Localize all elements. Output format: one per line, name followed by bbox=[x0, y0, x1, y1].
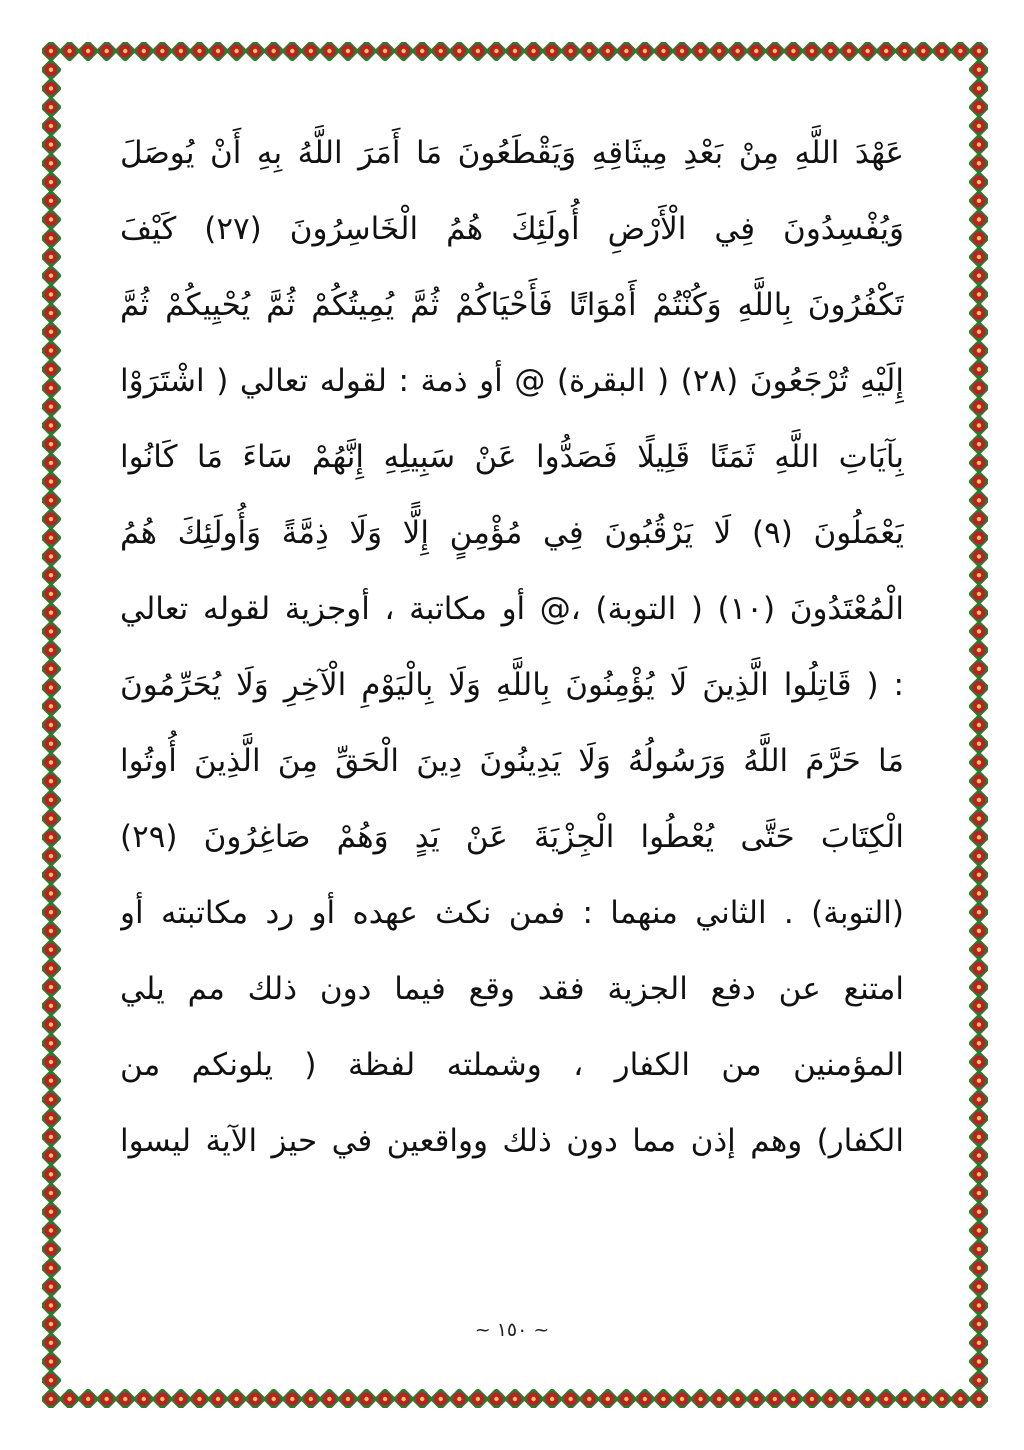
border-flower bbox=[42, 863, 62, 886]
border-flower bbox=[522, 42, 545, 62]
border-flower bbox=[726, 42, 749, 62]
border-flower bbox=[968, 863, 988, 886]
border-flower bbox=[801, 42, 824, 62]
border-flower bbox=[875, 1388, 898, 1408]
border-flower bbox=[968, 1182, 988, 1205]
border-flower bbox=[95, 1388, 118, 1408]
border-flower bbox=[968, 695, 988, 718]
border-flower bbox=[968, 96, 988, 119]
border-flower bbox=[337, 1388, 360, 1408]
text-line: الْمُعْتَدُونَ (١٠) ( التوبة) ،@ أو مكاتبة ، أوجزية لقوله تعالي bbox=[120, 591, 904, 627]
border-flower bbox=[634, 42, 657, 62]
border-flower bbox=[968, 377, 988, 400]
border-flower bbox=[281, 1388, 304, 1408]
border-flower bbox=[42, 658, 62, 681]
border-flower bbox=[968, 545, 988, 568]
border-flower bbox=[188, 42, 211, 62]
border-flower bbox=[968, 601, 988, 624]
border-flower bbox=[225, 42, 248, 62]
border-flower bbox=[838, 1388, 861, 1408]
border-flower bbox=[42, 732, 62, 755]
border-flower bbox=[968, 714, 988, 737]
border-flower bbox=[819, 1388, 842, 1408]
border-flower bbox=[541, 42, 564, 62]
border-flower bbox=[42, 395, 62, 418]
border-flower bbox=[42, 433, 62, 456]
border-flower bbox=[671, 42, 694, 62]
border-flower bbox=[42, 1332, 62, 1355]
border-flower bbox=[374, 42, 397, 62]
border-flower bbox=[968, 920, 988, 943]
text-line: : ( قَاتِلُوا الَّذِينَ لَا يُؤْمِنُونَ بِاللَّهِ وَلَا بِالْيَوْمِ الْآخِرِ وَلَا يُحَرِّمُونَ bbox=[120, 667, 904, 703]
border-flower bbox=[596, 1388, 619, 1408]
border-flower bbox=[244, 42, 267, 62]
border-flower bbox=[467, 1388, 490, 1408]
text-line: الْكِتَابَ حَتَّى يُعْطُوا الْجِزْيَةَ عَنْ يَدٍ وَهُمْ صَاغِرُونَ (٢٩) bbox=[120, 819, 904, 855]
border-flower bbox=[968, 1313, 988, 1336]
border-flower bbox=[42, 714, 62, 737]
border-flower bbox=[968, 452, 988, 475]
border-flower bbox=[968, 77, 988, 100]
text-line: تَكْفُرُونَ بِاللَّهِ وَكُنْتُمْ أَمْوَاتًا فَأَحْيَاكُمْ ثُمَّ يُمِيتُكُمْ ثُمَّ يُحْيِيكُمْ ثُمَّ bbox=[120, 287, 904, 323]
border-flower bbox=[968, 246, 988, 269]
border-flower bbox=[968, 1238, 988, 1261]
border-flower bbox=[429, 1388, 452, 1408]
border-flower bbox=[968, 1107, 988, 1130]
border-flower bbox=[42, 676, 62, 699]
border-flower bbox=[968, 414, 988, 437]
text-line: المؤمنين من الكفار ، وشملته لفظة ( يلونكم من bbox=[120, 1047, 904, 1083]
border-flower bbox=[968, 189, 988, 212]
border-flower bbox=[318, 1388, 341, 1408]
border-flower bbox=[42, 995, 62, 1018]
border-flower bbox=[42, 1369, 62, 1392]
border-flower bbox=[132, 1388, 155, 1408]
border-flower bbox=[968, 1388, 988, 1408]
border-flower bbox=[42, 358, 62, 381]
border-flower bbox=[392, 1388, 415, 1408]
border-flower bbox=[132, 42, 155, 62]
text-line: وَيُفْسِدُونَ فِي الْأَرْضِ أُولَئِكَ هُمُ الْخَاسِرُونَ (٢٧) كَيْفَ bbox=[120, 211, 904, 247]
border-flower bbox=[42, 695, 62, 718]
border-flower bbox=[42, 452, 62, 475]
border-flower bbox=[745, 1388, 768, 1408]
border-flower bbox=[42, 1275, 62, 1298]
border-flower bbox=[504, 1388, 527, 1408]
border-flower bbox=[42, 208, 62, 231]
border-flower bbox=[782, 42, 805, 62]
border-flower bbox=[95, 42, 118, 62]
border-flower bbox=[838, 42, 861, 62]
border-flower bbox=[448, 1388, 471, 1408]
border-flower bbox=[485, 1388, 508, 1408]
border-flower bbox=[355, 1388, 378, 1408]
border-flower bbox=[42, 882, 62, 905]
border-flower bbox=[42, 620, 62, 643]
border-flower bbox=[42, 1350, 62, 1373]
border-flower bbox=[42, 227, 62, 250]
border-flower bbox=[968, 1200, 988, 1223]
border-flower bbox=[42, 901, 62, 924]
border-flower bbox=[151, 42, 174, 62]
border-flower bbox=[801, 1388, 824, 1408]
border-flower bbox=[42, 470, 62, 493]
page-body-text bbox=[120, 115, 904, 1179]
border-flower bbox=[42, 545, 62, 568]
border-flower bbox=[262, 42, 285, 62]
border-flower bbox=[968, 995, 988, 1018]
border-flower bbox=[42, 302, 62, 325]
border-flower bbox=[42, 1013, 62, 1036]
border-flower bbox=[318, 42, 341, 62]
border-flower bbox=[392, 42, 415, 62]
border-flower bbox=[968, 42, 988, 62]
border-flower bbox=[968, 395, 988, 418]
border-flower bbox=[856, 42, 879, 62]
border-flower bbox=[968, 115, 988, 138]
border-flower bbox=[968, 1144, 988, 1167]
border-flower bbox=[42, 1032, 62, 1055]
border-flower bbox=[968, 1350, 988, 1373]
border-flower bbox=[968, 938, 988, 961]
border-flower bbox=[968, 1369, 988, 1392]
border-flower bbox=[968, 676, 988, 699]
border-flower bbox=[42, 489, 62, 512]
border-flower bbox=[207, 1388, 230, 1408]
border-flower bbox=[281, 42, 304, 62]
border-flower bbox=[42, 845, 62, 868]
border-flower bbox=[726, 1388, 749, 1408]
border-flower bbox=[968, 882, 988, 905]
border-flower bbox=[968, 658, 988, 681]
border-flower bbox=[634, 1388, 657, 1408]
text-line: الكفار) وهم إذن مما دون ذلك وواقعين في حيز الآية ليسوا bbox=[120, 1123, 904, 1159]
border-flower bbox=[42, 283, 62, 306]
border-flower bbox=[42, 42, 62, 62]
text-line: إِلَيْهِ تُرْجَعُونَ (٢٨) ( البقرة) @ أو ذمة : لقوله تعالي ( اشْتَرَوْا bbox=[120, 363, 904, 399]
border-flower bbox=[42, 938, 62, 961]
border-flower bbox=[42, 1257, 62, 1280]
border-flower bbox=[42, 601, 62, 624]
border-flower bbox=[485, 42, 508, 62]
border-flower bbox=[671, 1388, 694, 1408]
border-flower bbox=[968, 489, 988, 512]
border-flower bbox=[42, 115, 62, 138]
border-flower bbox=[42, 321, 62, 344]
border-flower bbox=[708, 1388, 731, 1408]
border-flower bbox=[968, 470, 988, 493]
border-flower bbox=[949, 42, 972, 62]
text-line: امتنع عن دفع الجزية فقد وقع فيما دون ذلك مم يلي bbox=[120, 971, 904, 1007]
border-flower bbox=[968, 620, 988, 643]
border-flower bbox=[170, 42, 193, 62]
border-flower bbox=[968, 564, 988, 587]
border-flower bbox=[968, 321, 988, 344]
border-flower bbox=[411, 42, 434, 62]
border-flower bbox=[782, 1388, 805, 1408]
text-line: عَهْدَ اللَّهِ مِنْ بَعْدِ مِيثَاقِهِ وَيَقْطَعُونَ مَا أَمَرَ اللَّهُ بِهِ أَنْ يُوصَلَ bbox=[120, 135, 904, 171]
border-flower bbox=[968, 583, 988, 606]
border-flower bbox=[77, 42, 100, 62]
border-flower bbox=[170, 1388, 193, 1408]
border-flower bbox=[968, 845, 988, 868]
border-flower bbox=[968, 639, 988, 662]
border-flower bbox=[931, 42, 954, 62]
border-flower bbox=[893, 1388, 916, 1408]
border-flower bbox=[58, 1388, 81, 1408]
border-flower bbox=[300, 1388, 323, 1408]
border-flower bbox=[42, 1069, 62, 1092]
border-flower bbox=[337, 42, 360, 62]
border-flower bbox=[42, 751, 62, 774]
border-flower bbox=[968, 1163, 988, 1186]
border-flower bbox=[42, 1238, 62, 1261]
border-flower bbox=[968, 976, 988, 999]
border-flower bbox=[912, 42, 935, 62]
border-flower bbox=[42, 96, 62, 119]
border-flower bbox=[42, 508, 62, 531]
border-flower bbox=[968, 1257, 988, 1280]
border-flower bbox=[578, 1388, 601, 1408]
border-flower bbox=[42, 1088, 62, 1111]
border-flower bbox=[615, 42, 638, 62]
border-flower bbox=[968, 1275, 988, 1298]
border-flower bbox=[968, 508, 988, 531]
border-flower bbox=[42, 1051, 62, 1074]
border-flower bbox=[652, 42, 675, 62]
border-flower bbox=[968, 1051, 988, 1074]
border-flower bbox=[448, 42, 471, 62]
border-flower bbox=[42, 189, 62, 212]
border-flower bbox=[114, 1388, 137, 1408]
border-flower bbox=[652, 1388, 675, 1408]
border-flower bbox=[541, 1388, 564, 1408]
text-line: بِآيَاتِ اللَّهِ ثَمَنًا قَلِيلًا فَصَدُّوا عَنْ سَبِيلِهِ إِنَّهُمْ سَاءَ مَا كَانُوا bbox=[120, 439, 904, 475]
border-flower bbox=[949, 1388, 972, 1408]
border-flower bbox=[968, 339, 988, 362]
border-flower bbox=[207, 42, 230, 62]
text-line: مَا حَرَّمَ اللَّهُ وَرَسُولُهُ وَلَا يَدِينُونَ دِينَ الْحَقِّ مِنَ الَّذِينَ أُوتُوا bbox=[120, 743, 904, 779]
border-flower bbox=[745, 42, 768, 62]
border-flower bbox=[42, 770, 62, 793]
border-flower bbox=[968, 732, 988, 755]
border-flower bbox=[42, 789, 62, 812]
border-flower bbox=[968, 58, 988, 81]
border-flower bbox=[42, 1163, 62, 1186]
border-flower bbox=[968, 1088, 988, 1111]
border-flower bbox=[968, 1294, 988, 1317]
border-flower bbox=[968, 302, 988, 325]
border-flower bbox=[912, 1388, 935, 1408]
border-flower bbox=[42, 639, 62, 662]
border-flower bbox=[42, 526, 62, 549]
page-number: ~ ١٥٠ ~ bbox=[474, 1319, 550, 1341]
border-flower bbox=[42, 1200, 62, 1223]
border-flower bbox=[968, 133, 988, 156]
border-flower bbox=[968, 227, 988, 250]
border-flower bbox=[355, 42, 378, 62]
border-flower bbox=[559, 42, 582, 62]
border-flower bbox=[875, 42, 898, 62]
border-flower bbox=[42, 1182, 62, 1205]
border-flower bbox=[42, 826, 62, 849]
border-flower bbox=[42, 1388, 62, 1408]
border-flower bbox=[42, 1107, 62, 1130]
border-flower bbox=[42, 807, 62, 830]
border-flower bbox=[42, 1219, 62, 1242]
border-flower bbox=[42, 339, 62, 362]
border-flower bbox=[968, 433, 988, 456]
border-flower bbox=[77, 1388, 100, 1408]
border-flower bbox=[151, 1388, 174, 1408]
border-flower bbox=[968, 1332, 988, 1355]
border-flower bbox=[764, 42, 787, 62]
border-flower bbox=[968, 208, 988, 231]
border-flower bbox=[244, 1388, 267, 1408]
border-flower bbox=[968, 901, 988, 924]
border-flower bbox=[58, 42, 81, 62]
border-flower bbox=[504, 42, 527, 62]
border-flower bbox=[188, 1388, 211, 1408]
border-flower bbox=[522, 1388, 545, 1408]
border-flower bbox=[559, 1388, 582, 1408]
text-line: (التوبة) . الثاني منهما : فمن نكث عهده أو رد مكاتبته أو bbox=[120, 895, 904, 931]
border-flower bbox=[968, 264, 988, 287]
border-flower bbox=[968, 1219, 988, 1242]
border-flower bbox=[968, 152, 988, 175]
border-flower bbox=[856, 1388, 879, 1408]
border-flower bbox=[42, 133, 62, 156]
border-flower bbox=[262, 1388, 285, 1408]
text-line: يَعْمَلُونَ (٩) لَا يَرْقُبُونَ فِي مُؤْمِنٍ إِلًّا وَلَا ذِمَّةً وَأُولَئِكَ هُمُ bbox=[120, 515, 904, 551]
border-flower bbox=[893, 42, 916, 62]
border-flower bbox=[42, 1313, 62, 1336]
border-flower bbox=[968, 1126, 988, 1149]
border-flower bbox=[467, 42, 490, 62]
border-flower bbox=[429, 42, 452, 62]
border-flower bbox=[42, 564, 62, 587]
border-flower bbox=[931, 1388, 954, 1408]
border-flower bbox=[374, 1388, 397, 1408]
border-flower bbox=[42, 58, 62, 81]
border-flower bbox=[968, 171, 988, 194]
border-flower bbox=[225, 1388, 248, 1408]
border-flower bbox=[968, 526, 988, 549]
border-flower bbox=[42, 377, 62, 400]
border-flower bbox=[968, 358, 988, 381]
border-flower bbox=[578, 42, 601, 62]
border-flower bbox=[968, 770, 988, 793]
border-flower bbox=[968, 807, 988, 830]
border-flower bbox=[968, 1013, 988, 1036]
border-flower bbox=[42, 1294, 62, 1317]
border-flower bbox=[708, 42, 731, 62]
border-flower bbox=[968, 789, 988, 812]
border-flower bbox=[114, 42, 137, 62]
border-flower bbox=[42, 1144, 62, 1167]
border-flower bbox=[42, 246, 62, 269]
border-flower bbox=[42, 414, 62, 437]
border-flower bbox=[42, 264, 62, 287]
border-flower bbox=[596, 42, 619, 62]
border-flower bbox=[42, 77, 62, 100]
border-flower bbox=[764, 1388, 787, 1408]
border-flower bbox=[42, 152, 62, 175]
border-flower bbox=[968, 957, 988, 980]
border-flower bbox=[42, 957, 62, 980]
border-flower bbox=[968, 283, 988, 306]
border-flower bbox=[689, 1388, 712, 1408]
border-flower bbox=[42, 976, 62, 999]
border-flower bbox=[42, 583, 62, 606]
border-flower bbox=[42, 920, 62, 943]
border-flower bbox=[300, 42, 323, 62]
border-flower bbox=[411, 1388, 434, 1408]
border-flower bbox=[615, 1388, 638, 1408]
border-flower bbox=[968, 1069, 988, 1092]
border-flower bbox=[968, 1032, 988, 1055]
border-flower bbox=[42, 1126, 62, 1149]
border-flower bbox=[968, 751, 988, 774]
border-flower bbox=[689, 42, 712, 62]
border-flower bbox=[819, 42, 842, 62]
border-flower bbox=[42, 171, 62, 194]
border-flower bbox=[968, 826, 988, 849]
